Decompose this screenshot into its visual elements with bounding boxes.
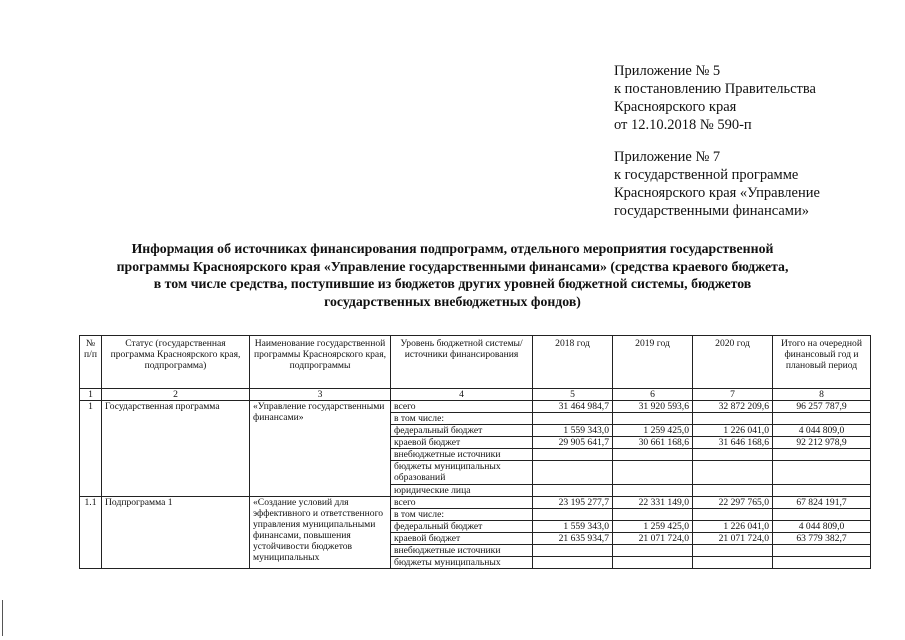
value-2020: 22 297 765,0 — [693, 497, 773, 509]
value-total: 92 212 978,9 — [773, 437, 871, 449]
value-2018: 29 905 641,7 — [533, 437, 613, 449]
scan-edge-mark — [2, 600, 3, 636]
header-status: Статус (государственная программа Красноярского края, подпрограмма) — [102, 336, 250, 389]
column-number-row — [80, 389, 871, 401]
value-2018: 31 464 984,7 — [533, 401, 613, 413]
value-2020: 32 872 209,6 — [693, 401, 773, 413]
funding-sources-table — [79, 335, 871, 569]
value-2019 — [613, 557, 693, 569]
value-2018 — [533, 413, 613, 425]
row-status: Подпрограмма 1 — [102, 497, 250, 569]
value-2020 — [693, 461, 773, 485]
appendix-7-line: государственными финансами» — [614, 203, 809, 219]
header-total: Итого на очередной финансовый год и плановый период — [773, 336, 871, 389]
value-2018 — [533, 545, 613, 557]
title-line: программы Красноярского края «Управление государственными финансами» (средства краевого бюджета, — [116, 258, 789, 274]
value-2018 — [533, 461, 613, 485]
row-level: всего — [391, 497, 533, 509]
row-level: бюджеты муниципальных — [391, 557, 533, 569]
value-2020 — [693, 545, 773, 557]
value-total: 4 044 809,0 — [773, 425, 871, 437]
row-level: бюджеты муниципальных образований — [391, 461, 533, 485]
value-2019 — [613, 545, 693, 557]
value-total — [773, 485, 871, 497]
value-total: 63 779 382,7 — [773, 533, 871, 545]
column-number: 4 — [391, 389, 533, 401]
value-2020 — [693, 509, 773, 521]
value-total — [773, 545, 871, 557]
value-2019: 22 331 149,0 — [613, 497, 693, 509]
value-2020: 1 226 041,0 — [693, 425, 773, 437]
value-total: 4 044 809,0 — [773, 521, 871, 533]
title-line: Информация об источниках финансирования подпрограмм, отдельного мероприятия государственной — [131, 241, 774, 256]
row-level: краевой бюджет — [391, 437, 533, 449]
appendix-7-line: к государственной программе — [614, 167, 799, 183]
column-number: 5 — [533, 389, 613, 401]
value-2018 — [533, 485, 613, 497]
row-num: 1 — [80, 401, 102, 497]
value-2018 — [533, 557, 613, 569]
value-2019: 1 259 425,0 — [613, 521, 693, 533]
row-status: Государственная программа — [102, 401, 250, 497]
value-2018: 23 195 277,7 — [533, 497, 613, 509]
header-name: Наименование государственной программы Красноярского края, подпрограммы — [250, 336, 391, 389]
value-2020 — [693, 449, 773, 461]
value-2020: 1 226 041,0 — [693, 521, 773, 533]
row-level: краевой бюджет — [391, 533, 533, 545]
value-2019 — [613, 509, 693, 521]
value-2020: 31 646 168,6 — [693, 437, 773, 449]
value-2019 — [613, 449, 693, 461]
title-line: в том числе средства, поступившие из бюджетов других уровней бюджетной системы, бюджетов — [153, 276, 752, 292]
value-total — [773, 461, 871, 485]
value-2019: 30 661 168,6 — [613, 437, 693, 449]
value-2019 — [613, 485, 693, 497]
value-2018: 1 559 343,0 — [533, 425, 613, 437]
value-2020 — [693, 557, 773, 569]
header-2020: 2020 год — [693, 336, 773, 389]
value-2020 — [693, 485, 773, 497]
row-level: в том числе: — [391, 413, 533, 425]
value-total — [773, 413, 871, 425]
row-level: в том числе: — [391, 509, 533, 521]
value-total — [773, 509, 871, 521]
value-2018: 1 559 343,0 — [533, 521, 613, 533]
value-total: 96 257 787,9 — [773, 401, 871, 413]
value-2019 — [613, 413, 693, 425]
header-level: Уровень бюджетной системы/ источники финансирования — [391, 336, 533, 389]
value-2019: 31 920 593,6 — [613, 401, 693, 413]
column-number: 3 — [250, 389, 391, 401]
appendix-5-line: от 12.10.2018 № 590-п — [614, 117, 752, 133]
row-level: внебюджетные источники — [391, 449, 533, 461]
value-total — [773, 557, 871, 569]
appendix-7-line: Приложение № 7 — [614, 149, 721, 165]
value-2018 — [533, 449, 613, 461]
row-level: федеральный бюджет — [391, 425, 533, 437]
row-program-name: «Управление государственными финансами» — [250, 401, 391, 497]
column-number: 1 — [80, 389, 102, 401]
header-num: № п/п — [80, 336, 102, 389]
row-level: федеральный бюджет — [391, 521, 533, 533]
document-title — [40, 240, 865, 310]
column-number: 8 — [773, 389, 871, 401]
value-2018 — [533, 509, 613, 521]
row-level: внебюджетные источники — [391, 545, 533, 557]
appendix-7-block — [614, 148, 820, 220]
appendix-5-line: к постановлению Правительства — [614, 81, 816, 97]
appendix-5-line: Красноярского края — [614, 99, 737, 115]
table-row — [80, 401, 871, 413]
header-row — [80, 336, 871, 389]
column-number: 7 — [693, 389, 773, 401]
row-level: юридические лица — [391, 485, 533, 497]
header-2019: 2019 год — [613, 336, 693, 389]
column-number: 2 — [102, 389, 250, 401]
row-num: 1.1 — [80, 497, 102, 569]
header-2018: 2018 год — [533, 336, 613, 389]
appendix-7-line: Красноярского края «Управление — [614, 185, 820, 201]
value-2019 — [613, 461, 693, 485]
value-2020: 21 071 724,0 — [693, 533, 773, 545]
appendix-5-line: Приложение № 5 — [614, 63, 721, 79]
appendix-5-block — [614, 62, 816, 134]
value-2020 — [693, 413, 773, 425]
row-level: всего — [391, 401, 533, 413]
value-total: 67 824 191,7 — [773, 497, 871, 509]
column-number: 6 — [613, 389, 693, 401]
title-line: государственных внебюджетных фондов) — [324, 293, 581, 309]
table-row — [80, 497, 871, 509]
value-2019: 21 071 724,0 — [613, 533, 693, 545]
value-2019: 1 259 425,0 — [613, 425, 693, 437]
row-program-name: «Создание условий для эффективного и ответственного управления муниципальными финансами, повышения устойчивости бюджетов муниципальных — [250, 497, 391, 569]
value-2018: 21 635 934,7 — [533, 533, 613, 545]
value-total — [773, 449, 871, 461]
